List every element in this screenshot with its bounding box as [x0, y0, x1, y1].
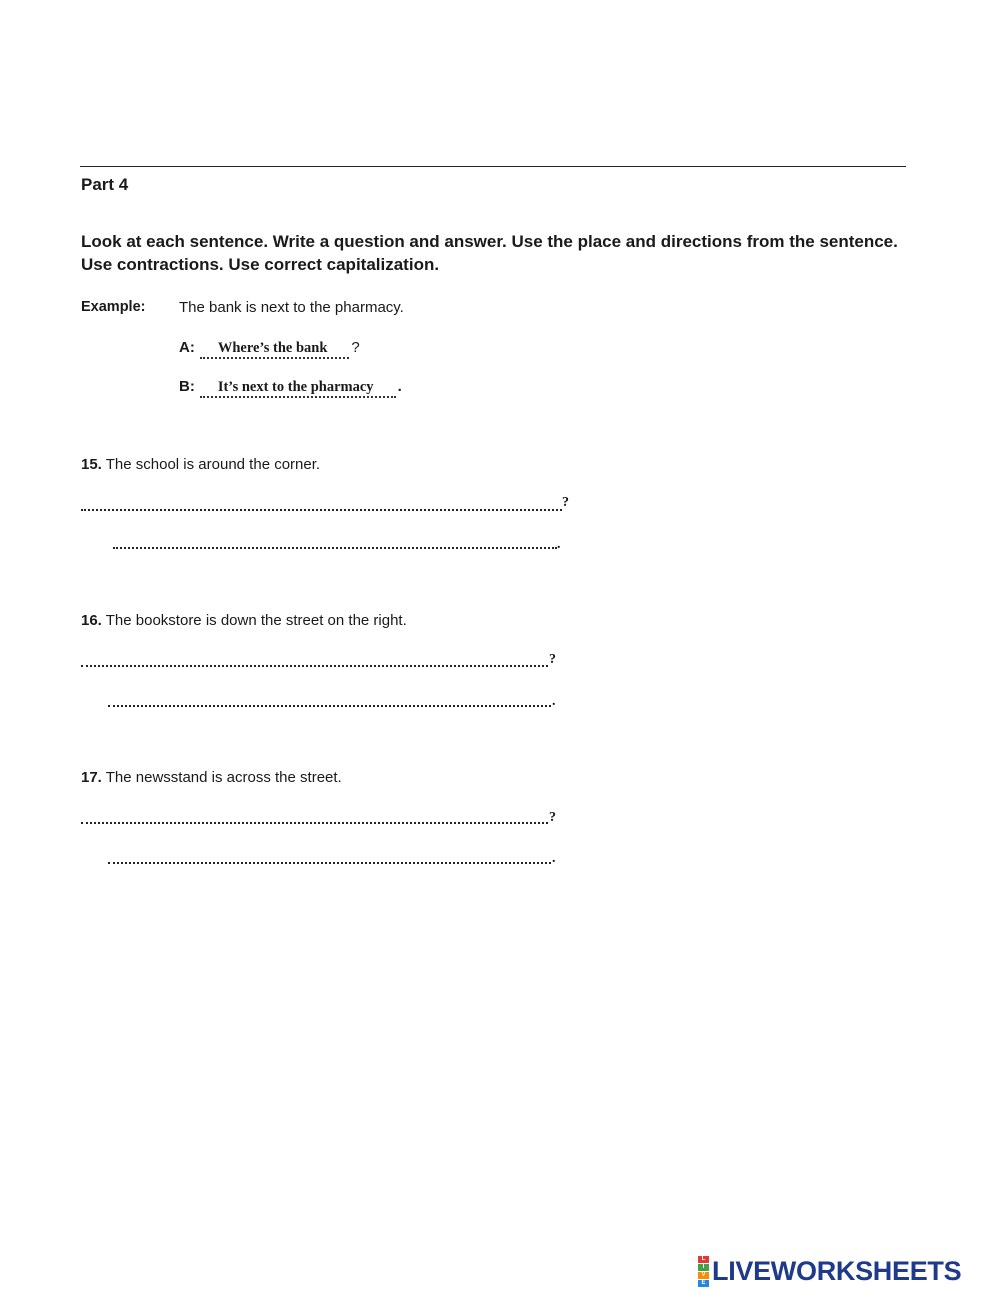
question-number: 15. [81, 456, 102, 473]
question-number: 16. [81, 612, 102, 629]
answer-b-punct: . [397, 378, 402, 395]
question-16-question-punct: ? [549, 652, 556, 667]
example-sentence: The bank is next to the pharmacy. [179, 299, 404, 316]
question-17-prompt [81, 769, 342, 786]
question-15-answer-punct: . [557, 537, 561, 552]
question-17-answer-blank[interactable] [108, 862, 551, 864]
question-15-prompt [81, 456, 320, 473]
question-16-answer-punct: . [552, 694, 556, 709]
answer-b-label: B: [179, 378, 195, 395]
logo-square: V [698, 1272, 709, 1279]
example-answer-b [179, 378, 402, 398]
question-number: 17. [81, 769, 102, 786]
example-answer-a-text: Where’s the bank [200, 340, 350, 359]
question-17-answer-punct: . [552, 851, 556, 866]
question-15-answer-blank[interactable] [113, 547, 557, 549]
part-title: Part 4 [81, 175, 129, 194]
example-answer-b-text: It’s next to the pharmacy [200, 379, 396, 398]
example-label: Example: [81, 299, 146, 315]
question-16-question-blank[interactable] [81, 665, 548, 667]
question-sentence: The school is around the corner. [105, 456, 321, 473]
logo-square: E [698, 1280, 709, 1287]
example-answer-a [179, 339, 360, 359]
question-17-question-blank[interactable] [81, 822, 548, 824]
answer-a-label: A: [179, 339, 195, 356]
question-sentence: The bookstore is down the street on the right. [105, 612, 407, 629]
instructions: Look at each sentence. Write a question and answer. Use the place and directions from the sentence. Use contractions. Use correct capitalization. [81, 232, 898, 274]
logo-icon [698, 1256, 709, 1287]
question-16-answer-blank[interactable] [108, 705, 551, 707]
question-15-question-blank[interactable] [81, 509, 562, 511]
answer-a-punct: ? [351, 339, 360, 356]
question-17-question-punct: ? [549, 810, 556, 825]
logo-text: LIVEWORKSHEETS [712, 1255, 962, 1286]
logo-square: I [698, 1264, 709, 1271]
question-15-question-punct: ? [562, 495, 569, 510]
question-16-prompt [81, 612, 407, 629]
header-divider [80, 166, 906, 167]
liveworksheets-logo[interactable] [698, 1256, 961, 1286]
logo-square: L [698, 1256, 709, 1263]
question-sentence: The newsstand is across the street. [105, 769, 342, 786]
